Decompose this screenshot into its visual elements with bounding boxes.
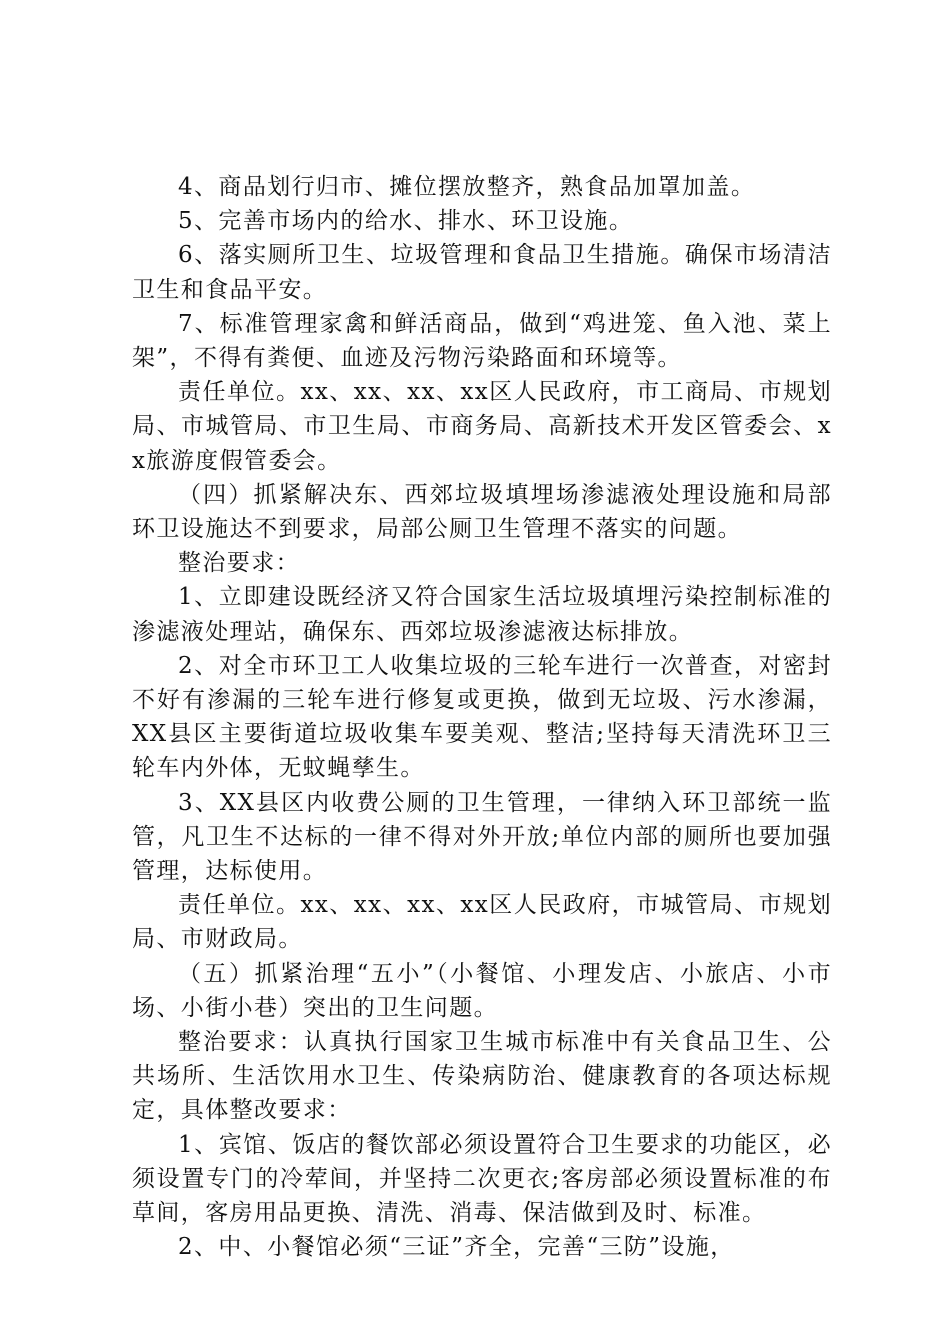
document-body — [132, 170, 832, 1265]
paragraph-requirement-1: 1、立即建设既经济又符合国家生活垃圾填埋污染控制标准的渗滤液处理站，确保东、西郊垃圾渗滤液达标排放。 — [132, 584, 832, 645]
paragraph-requirement-3: 3、XX县区内收费公厕的卫生管理，一律纳入环卫部统一监管，凡卫生不达标的一律不得对外开放;单位内部的厕所也要加强管理，达标使用。 — [132, 789, 832, 885]
paragraph-requirement-2: 2、对全市环卫工人收集垃圾的三轮车进行一次普查，对密封不好有渗漏的三轮车进行修复或更换，做到无垃圾、污水渗漏，XX县区主要街道垃圾收集车要美观、整洁;坚持每天清洗环卫三轮车内外体，无蚊蝇孳生。 — [132, 652, 832, 782]
paragraph-responsible-units-2: 责任单位。xx、xx、xx、xx区人民政府，市城管局、市规划局、市财政局。 — [132, 892, 832, 953]
paragraph-item-7: 7、标准管理家禽和鲜活商品，做到“鸡进笼、鱼入池、菜上架”，不得有粪便、血迹及污物污染路面和环境等。 — [132, 310, 832, 372]
section-heading-4: （四）抓紧解决东、西郊垃圾填埋场渗滤液处理设施和局部环卫设施达不到要求，局部公厕卫生管理不落实的问题。 — [132, 481, 832, 543]
paragraph-responsible-units-1: 责任单位。xx、xx、xx、xx区人民政府，市工商局、市规划局、市城管局、市卫生局、市商务局、高新技术开发区管委会、xx旅游度假管委会。 — [132, 379, 832, 474]
paragraph-item-4: 4、商品划行归市、摊位摆放整齐，熟食品加罩加盖。 — [178, 174, 756, 200]
paragraph-rectification-heading: 整治要求： — [178, 550, 300, 577]
paragraph-item-6: 6、落实厕所卫生、垃圾管理和食品卫生措施。确保市场清洁卫生和食品平安。 — [132, 242, 832, 303]
section-heading-5: （五）抓紧治理“五小”（小餐馆、小理发店、小旅店、小市场、小街小巷）突出的卫生问题。 — [132, 960, 832, 1021]
paragraph-rectification-standards: 整治要求：认真执行国家卫生城市标准中有关食品卫生、公共场所、生活饮用水卫生、传染病防治、健康教育的各项达标规定，具体整改要求： — [132, 1029, 832, 1124]
paragraph-hotel-requirement: 1、宾馆、饭店的餐饮部必须设置符合卫生要求的功能区，必须设置专门的冷荤间，并坚持二次更衣;客房部必须设置标准的布草间，客房用品更换、清洗、消毒、保洁做到及时、标准。 — [132, 1131, 832, 1227]
paragraph-item-5: 5、完善市场内的给水、排水、环卫设施。 — [178, 208, 634, 235]
paragraph-restaurant-requirement: 2、中、小餐馆必须“三证”齐全，完善“三防”设施， — [178, 1234, 735, 1261]
